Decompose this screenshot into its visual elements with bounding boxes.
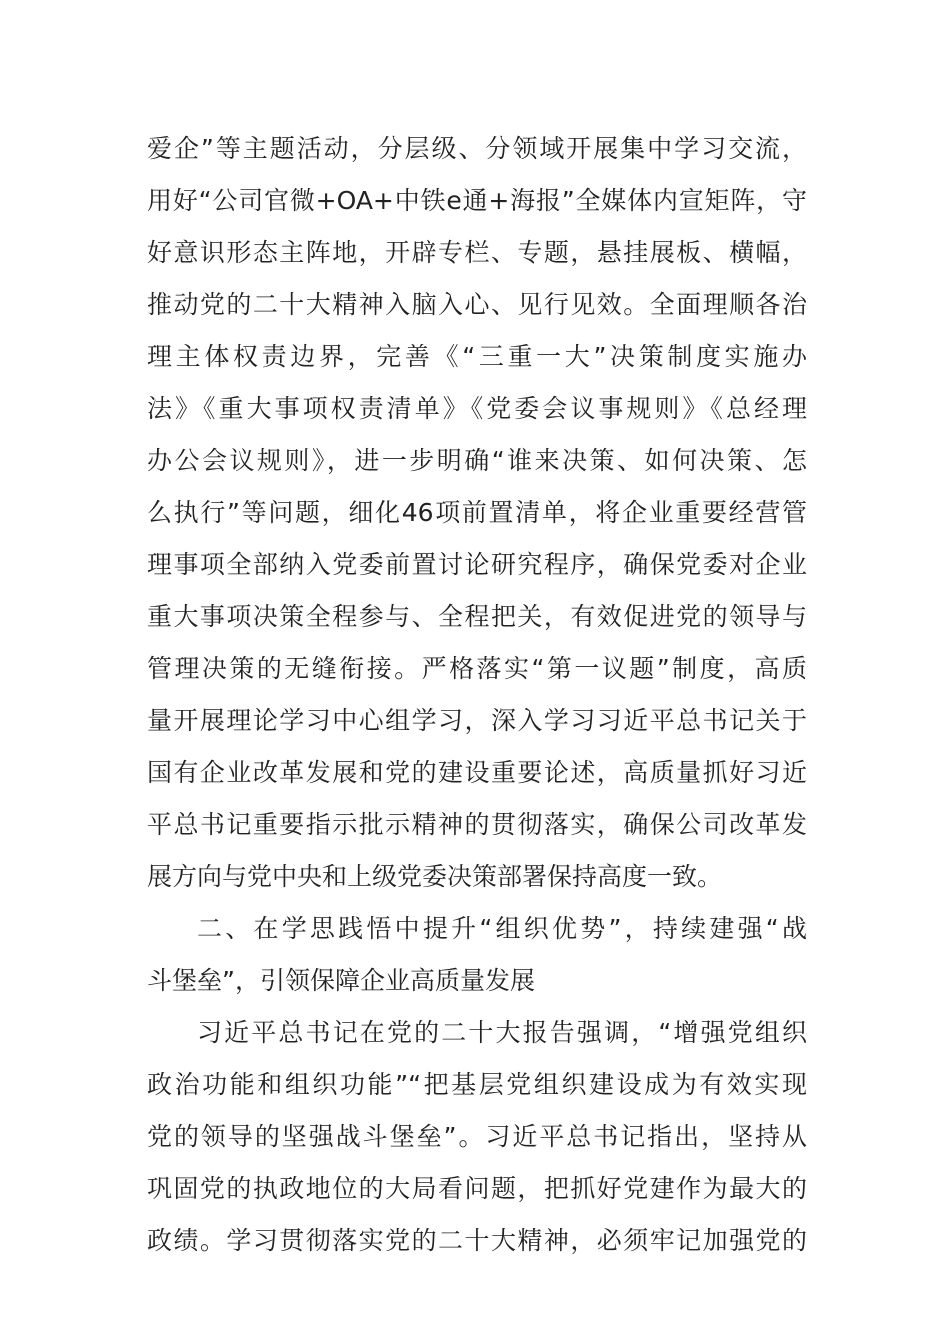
text-line: 法》《重大事项权责清单》《党委会议事规则》《总经理 <box>147 394 807 423</box>
text-line: 好意识形态主阵地，开辟专栏、专题，悬挂展板、横幅， <box>147 238 807 267</box>
text-line: 理事项全部纳入党委前置讨论研究程序，确保党委对企业 <box>147 550 807 579</box>
text-line: 量开展理论学习中心组学习，深入学习习近平总书记关于 <box>147 706 807 735</box>
text-line: 用好“公司官微+OA+中铁e通+海报”全媒体内宣矩阵，守 <box>147 186 807 215</box>
paragraph-end-line: 展方向与党中央和上级党委决策部署保持高度一致。 <box>147 862 723 891</box>
text-line: 平总书记重要指示批示精神的贯彻落实，确保公司改革发 <box>147 810 807 839</box>
text-line: 推动党的二十大精神入脑入心、见行见效。全面理顺各治 <box>147 290 807 319</box>
text-line: 国有企业改革发展和党的建设重要论述，高质量抓好习近 <box>147 758 807 787</box>
section-heading-line: 二、在学思践悟中提升“组织优势”，持续建强“战 <box>197 914 807 943</box>
text-line: 办公会议规则》，进一步明确“谁来决策、如何决策、怎 <box>147 446 807 475</box>
text-line: 重大事项决策全程参与、全程把关，有效促进党的领导与 <box>147 602 807 631</box>
section-heading-line: 斗堡垒”，引领保障企业高质量发展 <box>147 966 535 995</box>
text-line: 政绩。学习贯彻落实党的二十大精神，必须牢记加强党的 <box>147 1226 807 1255</box>
text-line: 党的领导的坚强战斗堡垒”。习近平总书记指出，坚持从 <box>147 1122 807 1151</box>
text-line: 习近平总书记在党的二十大报告强调，“增强党组织 <box>197 1018 807 1047</box>
text-line: 政治功能和组织功能”“把基层党组织建设成为有效实现 <box>147 1070 807 1099</box>
text-line: 么执行”等问题，细化46项前置清单，将企业重要经营管 <box>147 498 807 527</box>
text-line: 管理决策的无缝衔接。严格落实“第一议题”制度，高质 <box>147 654 807 683</box>
text-line: 爱企”等主题活动，分层级、分领域开展集中学习交流， <box>147 134 807 163</box>
text-line: 理主体权责边界，完善《“三重一大”决策制度实施办 <box>147 342 807 371</box>
text-line: 巩固党的执政地位的大局看问题，把抓好党建作为最大的 <box>147 1174 807 1203</box>
